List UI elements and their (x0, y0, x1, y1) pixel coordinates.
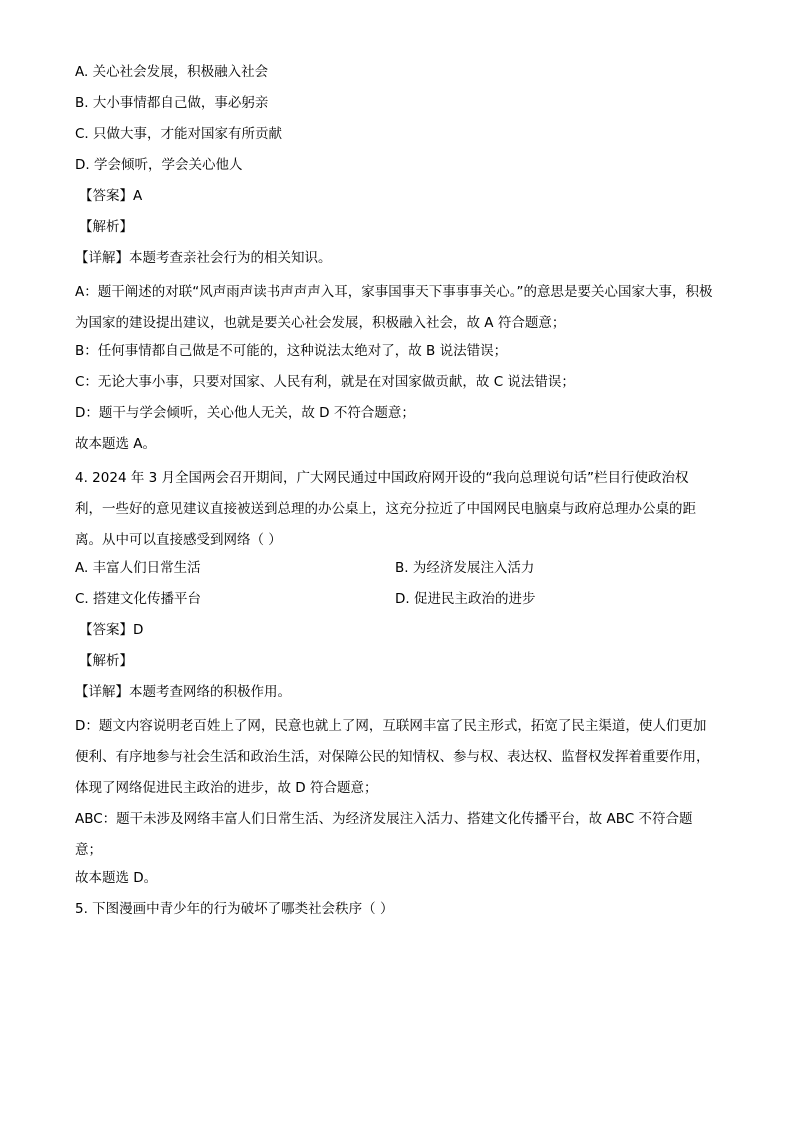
q3-explain-c: C：无论大事小事，只要对国家、人民有利，就是在对国家做贡献，故 C 说法错误； (75, 374, 575, 390)
q3-analysis-heading: 【解析】 (79, 219, 133, 235)
q4-options-row-2 (75, 587, 715, 618)
q3-answer: 【答案】A (79, 188, 143, 204)
q3-option-b: B. 大小事情都自己做，事必躬亲 (75, 95, 269, 111)
q3-conclusion: 故本题选 A。 (75, 436, 157, 452)
q5-stem: 5. 下图漫画中青少年的行为破坏了哪类社会秩序（ ） (75, 901, 394, 917)
q4-explain-d: D：题文内容说明老百姓上了网，民意也就上了网，互联网丰富了民主形式，拓宽了民主渠道，使人们更加便利、有序地参与社会生活和政治生活，对保障公民的知情权、参与权、表达权、监督权发挥着重要作用，体现了网络促进民主政治的进步，故 D 符合题意； (75, 718, 710, 796)
q4-explain-abc: ABC：题干未涉及网络丰富人们日常生活、为经济发展注入活力、搭建文化传播平台，故 ABC 不符合题意； (75, 811, 693, 858)
q4-detail: 【详解】本题考查网络的积极作用。 (75, 684, 291, 700)
q4-analysis-heading: 【解析】 (79, 653, 133, 669)
q4-stem: 4. 2024 年 3 月全国两会召开期间，广大网民通过中国政府网开设的“我向总理说句话”栏目行使政治权利，一些好的意见建议直接被送到总理的办公桌上，这充分拉近了中国网民电脑桌与政府总理办公桌的距离。从中可以直接感受到网络（ ） (75, 470, 696, 548)
q4-conclusion: 故本题选 D。 (75, 870, 158, 886)
q3-detail: 【详解】本题考查亲社会行为的相关知识。 (75, 250, 332, 266)
q3-option-a: A. 关心社会发展，积极融入社会 (75, 64, 269, 80)
q3-option-c: C. 只做大事，才能对国家有所贡献 (75, 126, 283, 142)
q3-explain-a: A：题干阐述的对联“风声雨声读书声声声入耳，家事国事天下事事事关心。”的意思是要关心国家大事，积极为国家的建设提出建议，也就是要关心社会发展，积极融入社会，故 A 符合题意； (75, 284, 713, 331)
q3-option-d: D. 学会倾听，学会关心他人 (75, 157, 243, 173)
q4-option-c: C. 搭建文化传播平台 (75, 591, 202, 607)
q3-explain-d: D：题干与学会倾听，关心他人无关，故 D 不符合题意； (75, 405, 415, 421)
q3-explain-b: B：任何事情都自己做是不可能的，这种说法太绝对了，故 B 说法错误； (75, 343, 508, 359)
q4-options-row-1 (75, 556, 715, 587)
q4-answer: 【答案】D (79, 622, 144, 638)
document-page (75, 60, 715, 928)
q4-option-b: B. 为经济发展注入活力 (395, 560, 535, 576)
q4-option-a: A. 丰富人们日常生活 (75, 560, 201, 576)
q4-option-d: D. 促进民主政治的进步 (395, 591, 536, 607)
